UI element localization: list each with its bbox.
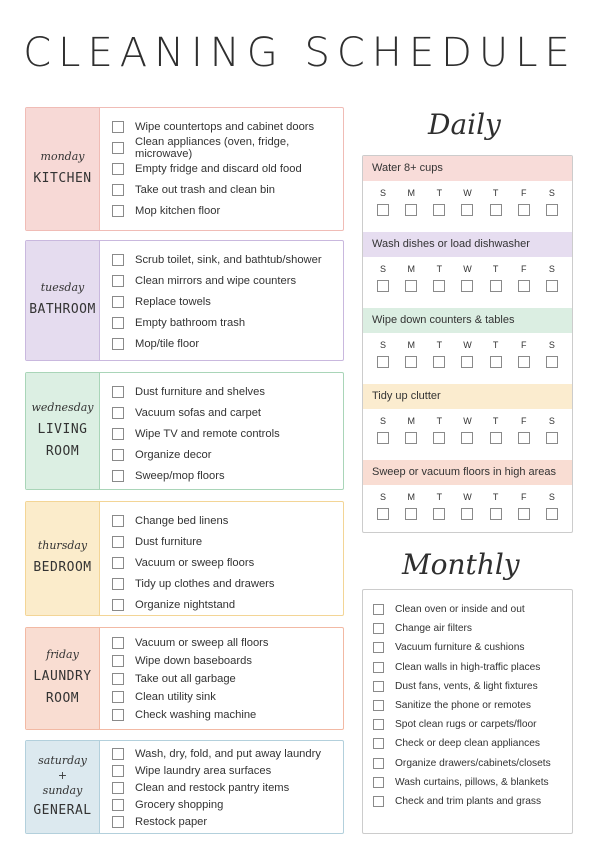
- room-name-line: LIVING: [37, 421, 88, 437]
- checkbox[interactable]: [112, 449, 124, 461]
- weekday-label: T: [492, 492, 499, 502]
- daily-tracker: [362, 155, 573, 533]
- checkbox[interactable]: [112, 748, 124, 760]
- checkbox[interactable]: [546, 508, 558, 520]
- task-item[interactable]: [112, 270, 343, 291]
- task-label: Vacuum or sweep all floors: [135, 637, 269, 649]
- weekday-label: T: [436, 264, 443, 274]
- task-item[interactable]: [112, 688, 343, 706]
- task-label: Scrub toilet, sink, and bathtub/shower: [135, 253, 322, 266]
- checkbox[interactable]: [112, 765, 124, 777]
- task-item[interactable]: [112, 249, 343, 270]
- task-label: Wipe laundry area surfaces: [135, 764, 272, 777]
- task-label: Clean and restock pantry items: [135, 781, 290, 794]
- weekday-label: S: [380, 264, 387, 274]
- general-label-panel: [26, 741, 100, 833]
- checkbox[interactable]: [112, 386, 124, 398]
- task-item[interactable]: [112, 634, 343, 652]
- task-label: Dust furniture and shelves: [135, 385, 265, 398]
- habit-label: Wipe down counters & tables: [363, 308, 572, 333]
- week-labels: [363, 492, 572, 502]
- checkbox[interactable]: [490, 432, 502, 444]
- task-item[interactable]: [112, 706, 343, 724]
- task-label: Empty bathroom trash: [135, 316, 246, 329]
- living-room-card: [25, 372, 344, 490]
- checkbox[interactable]: [373, 700, 384, 711]
- checkbox[interactable]: [461, 280, 473, 292]
- weekday-label: W: [463, 492, 472, 502]
- week-labels: [363, 188, 572, 198]
- checkbox[interactable]: [112, 782, 124, 794]
- room-name: GENERAL: [33, 802, 92, 818]
- task-item[interactable]: [112, 465, 343, 486]
- weekday-label: S: [548, 264, 555, 274]
- task-item[interactable]: [373, 773, 572, 792]
- bedroom-label-panel: [26, 502, 100, 615]
- bathroom-task-list: [100, 241, 343, 360]
- checkbox[interactable]: [490, 204, 502, 216]
- task-item[interactable]: [112, 573, 343, 594]
- checkbox[interactable]: [373, 796, 384, 807]
- checkbox[interactable]: [112, 816, 124, 828]
- laundry-room-task-list: [100, 628, 343, 729]
- checkbox[interactable]: [518, 280, 530, 292]
- task-label: Wash curtains, pillows, & blankets: [395, 776, 549, 788]
- monthly-heading: Monthly: [402, 548, 520, 581]
- task-item[interactable]: [112, 381, 343, 402]
- task-label: Check washing machine: [135, 709, 257, 721]
- task-item[interactable]: [112, 137, 343, 158]
- day-name: monday: [40, 149, 85, 163]
- weekday-label: T: [492, 264, 499, 274]
- weekday-label: W: [463, 340, 472, 350]
- general-task-list: [100, 741, 343, 833]
- task-item[interactable]: [112, 423, 343, 444]
- task-item[interactable]: [112, 670, 343, 688]
- weekday-label: T: [436, 416, 443, 426]
- checkbox[interactable]: [373, 777, 384, 788]
- task-label: Mop/tile floor: [135, 337, 200, 350]
- bathroom-card: [25, 240, 344, 361]
- checkbox[interactable]: [405, 432, 417, 444]
- plus-sign: +: [57, 768, 68, 782]
- weekday-label: W: [463, 264, 472, 274]
- weekday-label: F: [521, 188, 527, 198]
- checkbox[interactable]: [433, 204, 445, 216]
- bathroom-label-panel: [26, 241, 100, 360]
- day-name: thursday: [37, 539, 88, 552]
- weekday-label: M: [407, 340, 415, 350]
- task-label: Organize decor: [135, 448, 212, 461]
- page-title: CLEANING SCHEDULE: [23, 30, 577, 76]
- weekday-label: F: [521, 340, 527, 350]
- daily-heading: Daily: [428, 108, 501, 141]
- task-label: Vacuum or sweep floors: [135, 556, 255, 569]
- task-item[interactable]: [112, 402, 343, 423]
- task-item[interactable]: [373, 677, 572, 696]
- weekday-label: F: [521, 416, 527, 426]
- task-item[interactable]: [112, 779, 343, 796]
- task-label: Take out all garbage: [135, 673, 236, 685]
- checkbox[interactable]: [546, 432, 558, 444]
- task-item[interactable]: [112, 291, 343, 312]
- checkbox[interactable]: [373, 623, 384, 634]
- weekday-label: S: [548, 340, 555, 350]
- kitchen-label-panel: [26, 108, 100, 230]
- checkbox[interactable]: [112, 121, 124, 133]
- task-item[interactable]: [112, 116, 343, 137]
- checkbox[interactable]: [373, 738, 384, 749]
- checkbox[interactable]: [112, 673, 124, 685]
- weekday-label: S: [380, 188, 387, 198]
- weekday-label: F: [521, 492, 527, 502]
- task-item[interactable]: [112, 796, 343, 813]
- checkbox[interactable]: [377, 280, 389, 292]
- checkbox[interactable]: [373, 758, 384, 769]
- task-label: Tidy up clothes and drawers: [135, 577, 275, 590]
- task-label: Change air filters: [395, 623, 473, 635]
- task-item[interactable]: [112, 312, 343, 333]
- habit-label: Water 8+ cups: [363, 156, 572, 181]
- task-item[interactable]: [112, 652, 343, 670]
- task-item[interactable]: [373, 792, 572, 811]
- day-name: sunday: [42, 783, 83, 797]
- room-name: BATHROOM: [29, 302, 96, 317]
- checkbox[interactable]: [112, 557, 124, 569]
- checkbox[interactable]: [112, 470, 124, 482]
- bedroom-task-list: [100, 502, 343, 615]
- room-name-line: ROOM: [45, 443, 80, 459]
- task-label: Vacuum furniture & cushions: [395, 642, 525, 654]
- day-name: saturday: [38, 753, 87, 767]
- bedroom-card: [25, 501, 344, 616]
- task-item[interactable]: [112, 158, 343, 179]
- task-label: Dust furniture: [135, 535, 203, 548]
- checkbox[interactable]: [373, 719, 384, 730]
- habit-row: [363, 384, 572, 460]
- checkbox[interactable]: [112, 709, 124, 721]
- checkbox[interactable]: [461, 432, 473, 444]
- checkbox[interactable]: [490, 356, 502, 368]
- checkbox[interactable]: [112, 536, 124, 548]
- task-item[interactable]: [373, 754, 572, 773]
- task-item[interactable]: [112, 333, 343, 354]
- checkbox[interactable]: [433, 280, 445, 292]
- task-item[interactable]: [373, 658, 572, 677]
- weekday-label: S: [380, 340, 387, 350]
- weekday-label: M: [407, 264, 415, 274]
- monthly-checklist: [362, 589, 573, 834]
- laundry-room-label-panel: [26, 628, 100, 729]
- task-item[interactable]: [373, 734, 572, 753]
- weekday-label: S: [548, 416, 555, 426]
- checkbox[interactable]: [433, 356, 445, 368]
- checkbox[interactable]: [518, 356, 530, 368]
- week-labels: [363, 264, 572, 274]
- checkbox[interactable]: [490, 508, 502, 520]
- task-label: Sanitize the phone or remotes: [395, 700, 531, 712]
- checkbox[interactable]: [405, 204, 417, 216]
- checkbox[interactable]: [490, 280, 502, 292]
- habit-label: Sweep or vacuum floors in high areas: [363, 460, 572, 485]
- week-checkboxes: [363, 432, 572, 444]
- checkbox[interactable]: [377, 356, 389, 368]
- checkbox[interactable]: [112, 317, 124, 329]
- task-label: Clean mirrors and wipe counters: [135, 274, 297, 287]
- task-item[interactable]: [112, 745, 343, 762]
- checkbox[interactable]: [461, 204, 473, 216]
- weekday-label: T: [436, 492, 443, 502]
- week-checkboxes: [363, 508, 572, 520]
- task-label: Restock paper: [135, 815, 208, 828]
- weekday-label: W: [463, 188, 472, 198]
- checkbox[interactable]: [518, 432, 530, 444]
- weekday-label: T: [436, 188, 443, 198]
- living-room-task-list: [100, 373, 343, 489]
- checkbox[interactable]: [377, 508, 389, 520]
- checkbox[interactable]: [546, 356, 558, 368]
- checkbox[interactable]: [112, 205, 124, 217]
- checkbox[interactable]: [405, 280, 417, 292]
- task-label: Organize nightstand: [135, 598, 236, 611]
- week-labels: [363, 416, 572, 426]
- weekday-label: M: [407, 492, 415, 502]
- task-label: Empty fridge and discard old food: [135, 162, 302, 175]
- task-label: Grocery shopping: [135, 798, 224, 811]
- checkbox[interactable]: [112, 407, 124, 419]
- task-label: Take out trash and clean bin: [135, 183, 275, 196]
- task-item[interactable]: [373, 696, 572, 715]
- task-label: Wipe down baseboards: [135, 655, 252, 667]
- room-name: [38, 419, 88, 463]
- checkbox[interactable]: [405, 356, 417, 368]
- checkbox[interactable]: [112, 184, 124, 196]
- checkbox[interactable]: [461, 508, 473, 520]
- checkbox[interactable]: [546, 204, 558, 216]
- task-label: Clean oven or inside and out: [395, 604, 525, 616]
- checkbox[interactable]: [112, 296, 124, 308]
- task-label: Wash, dry, fold, and put away laundry: [135, 747, 321, 760]
- task-label: Clean walls in high-traffic places: [395, 661, 541, 673]
- checkbox[interactable]: [433, 432, 445, 444]
- checkbox[interactable]: [112, 599, 124, 611]
- checkbox[interactable]: [112, 799, 124, 811]
- kitchen-card: [25, 107, 344, 231]
- task-label: Check or deep clean appliances: [395, 738, 540, 750]
- room-name-line: LAUNDRY: [33, 669, 92, 684]
- room-name: KITCHEN: [33, 170, 92, 186]
- checkbox[interactable]: [112, 428, 124, 440]
- checkbox[interactable]: [112, 515, 124, 527]
- task-item[interactable]: [373, 715, 572, 734]
- weekday-label: S: [380, 492, 387, 502]
- checkbox[interactable]: [112, 142, 124, 154]
- checkbox[interactable]: [518, 508, 530, 520]
- task-item[interactable]: [373, 619, 572, 638]
- day-name: tuesday: [40, 281, 85, 294]
- task-label: Clean utility sink: [135, 691, 216, 703]
- checkbox[interactable]: [405, 508, 417, 520]
- task-label: Replace towels: [135, 295, 211, 308]
- checkbox[interactable]: [377, 204, 389, 216]
- task-item[interactable]: [112, 813, 343, 830]
- checkbox[interactable]: [461, 356, 473, 368]
- week-checkboxes: [363, 204, 572, 216]
- checkbox[interactable]: [112, 655, 124, 667]
- checkbox[interactable]: [433, 508, 445, 520]
- task-item[interactable]: [112, 444, 343, 465]
- week-checkboxes: [363, 356, 572, 368]
- task-label: Organize drawers/cabinets/closets: [395, 757, 551, 769]
- weekday-label: T: [492, 188, 499, 198]
- habit-row: [363, 156, 572, 232]
- checkbox[interactable]: [377, 432, 389, 444]
- task-item[interactable]: [112, 762, 343, 779]
- week-labels: [363, 340, 572, 350]
- weekday-label: T: [436, 340, 443, 350]
- checkbox[interactable]: [112, 163, 124, 175]
- weekday-label: T: [492, 416, 499, 426]
- weekday-label: S: [380, 416, 387, 426]
- checkbox[interactable]: [112, 275, 124, 287]
- kitchen-task-list: [100, 108, 343, 230]
- living-room-label-panel: [26, 373, 100, 489]
- weekday-label: W: [463, 416, 472, 426]
- task-label: Dust fans, vents, & light fixtures: [395, 680, 538, 692]
- day-name: friday: [46, 648, 79, 661]
- general-card: [25, 740, 344, 834]
- week-checkboxes: [363, 280, 572, 292]
- checkbox[interactable]: [373, 604, 384, 615]
- weekday-label: S: [548, 188, 555, 198]
- task-item[interactable]: [112, 594, 343, 615]
- room-name: [33, 666, 91, 710]
- task-item[interactable]: [112, 531, 343, 552]
- task-label: Change bed linens: [135, 514, 229, 527]
- checkbox[interactable]: [112, 691, 124, 703]
- task-label: Spot clean rugs or carpets/floor: [395, 719, 537, 731]
- checkbox[interactable]: [112, 254, 124, 266]
- task-label: Wipe TV and remote controls: [135, 427, 280, 440]
- checkbox[interactable]: [518, 204, 530, 216]
- task-label: Wipe countertops and cabinet doors: [135, 120, 315, 133]
- task-item[interactable]: [112, 200, 343, 221]
- task-label: Check and trim plants and grass: [395, 795, 542, 807]
- task-label: Mop kitchen floor: [135, 204, 221, 217]
- weekday-label: M: [407, 188, 415, 198]
- checkbox[interactable]: [373, 642, 384, 653]
- checkbox[interactable]: [373, 662, 384, 673]
- habit-label: Wash dishes or load dishwasher: [363, 232, 572, 257]
- checkbox[interactable]: [546, 280, 558, 292]
- checkbox[interactable]: [112, 338, 124, 350]
- task-item[interactable]: [112, 179, 343, 200]
- checkbox[interactable]: [373, 681, 384, 692]
- day-name: wednesday: [31, 400, 94, 414]
- task-label: Sweep/mop floors: [135, 469, 225, 482]
- task-item[interactable]: [112, 510, 343, 531]
- checkbox[interactable]: [112, 578, 124, 590]
- task-label: Clean appliances (oven, fridge, microwave): [135, 135, 290, 160]
- task-item[interactable]: [373, 600, 572, 619]
- laundry-room-card: [25, 627, 344, 730]
- task-item[interactable]: [112, 552, 343, 573]
- habit-row: [363, 308, 572, 384]
- weekday-label: T: [492, 340, 499, 350]
- habit-label: Tidy up clutter: [363, 384, 572, 409]
- habit-row: [363, 232, 572, 308]
- task-label: Vacuum sofas and carpet: [135, 406, 262, 419]
- weekday-label: M: [407, 416, 415, 426]
- task-item[interactable]: [373, 638, 572, 657]
- weekday-label: S: [548, 492, 555, 502]
- room-name: BEDROOM: [33, 560, 92, 575]
- room-name-line: ROOM: [45, 691, 80, 706]
- weekday-label: F: [521, 264, 527, 274]
- checkbox[interactable]: [112, 637, 124, 649]
- habit-row: [363, 460, 572, 533]
